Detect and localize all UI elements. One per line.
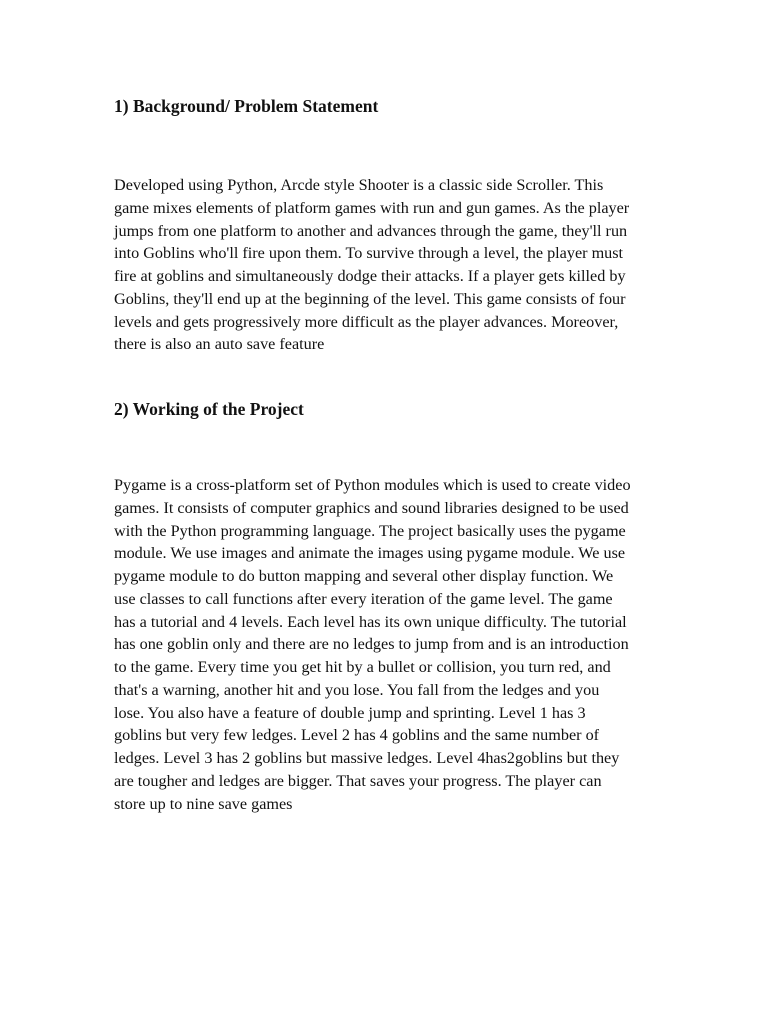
- paragraph-line: Pygame is a cross-platform set of Python modules which is used to create video: [114, 476, 631, 494]
- paragraph-line: has one goblin only and there are no ledges to jump from and is an introduction: [114, 635, 629, 654]
- paragraph-line: fire at goblins and simultaneously dodge their attacks. If a player gets killed by: [114, 267, 626, 285]
- section-paragraph-background: [114, 174, 629, 356]
- paragraph-line: Developed using Python, Arcde style Shooter is a classic side Scroller. This: [114, 176, 604, 194]
- paragraph-line: jumps from one platform to another and advances through the game, they'll run: [114, 221, 628, 240]
- paragraph-line: with the Python programming language. The project basically uses the pygame: [114, 521, 626, 540]
- section-heading-background: 1) Background/ Problem Statement: [114, 96, 379, 116]
- paragraph-line: use classes to call functions after every iteration of the game level. The game: [114, 589, 613, 608]
- paragraph-line: games. It consists of computer graphics and sound libraries designed to be used: [114, 498, 629, 517]
- paragraph-line: has a tutorial and 4 levels. Each level has its own unique difficulty. The tutorial: [114, 612, 627, 631]
- paragraph-line: into Goblins who'll fire upon them. To survive through a level, the player must: [114, 244, 624, 263]
- paragraph-line: are tougher and ledges are bigger. That saves your progress. The player can: [114, 771, 602, 790]
- paragraph-line: that's a warning, another hit and you lose. You fall from the ledges and you: [114, 680, 600, 699]
- paragraph-line: there is also an auto save feature: [114, 335, 325, 354]
- paragraph-line: store up to nine save games: [114, 794, 293, 813]
- paragraph-line: lose. You also have a feature of double jump and sprinting. Level 1 has 3: [114, 703, 586, 722]
- paragraph-line: game mixes elements of platform games with run and gun games. As the player: [114, 198, 630, 217]
- paragraph-line: levels and gets progressively more difficult as the player advances. Moreover,: [114, 312, 619, 331]
- section-heading-working: 2) Working of the Project: [114, 399, 304, 419]
- paragraph-line: ledges. Level 3 has 2 goblins but massive ledges. Level 4has2goblins but they: [114, 749, 620, 767]
- paragraph-line: to the game. Every time you get hit by a bullet or collision, you turn red, and: [114, 658, 611, 676]
- paragraph-line: pygame module to do button mapping and several other display function. We: [114, 567, 614, 585]
- paragraph-line: module. We use images and animate the images using pygame module. We use: [114, 544, 626, 563]
- section-paragraph-working: [114, 474, 631, 815]
- paragraph-line: Goblins, they'll end up at the beginning of the level. This game consists of four: [114, 289, 626, 308]
- paragraph-line: goblins but very few ledges. Level 2 has 4 goblins and the same number of: [114, 726, 600, 745]
